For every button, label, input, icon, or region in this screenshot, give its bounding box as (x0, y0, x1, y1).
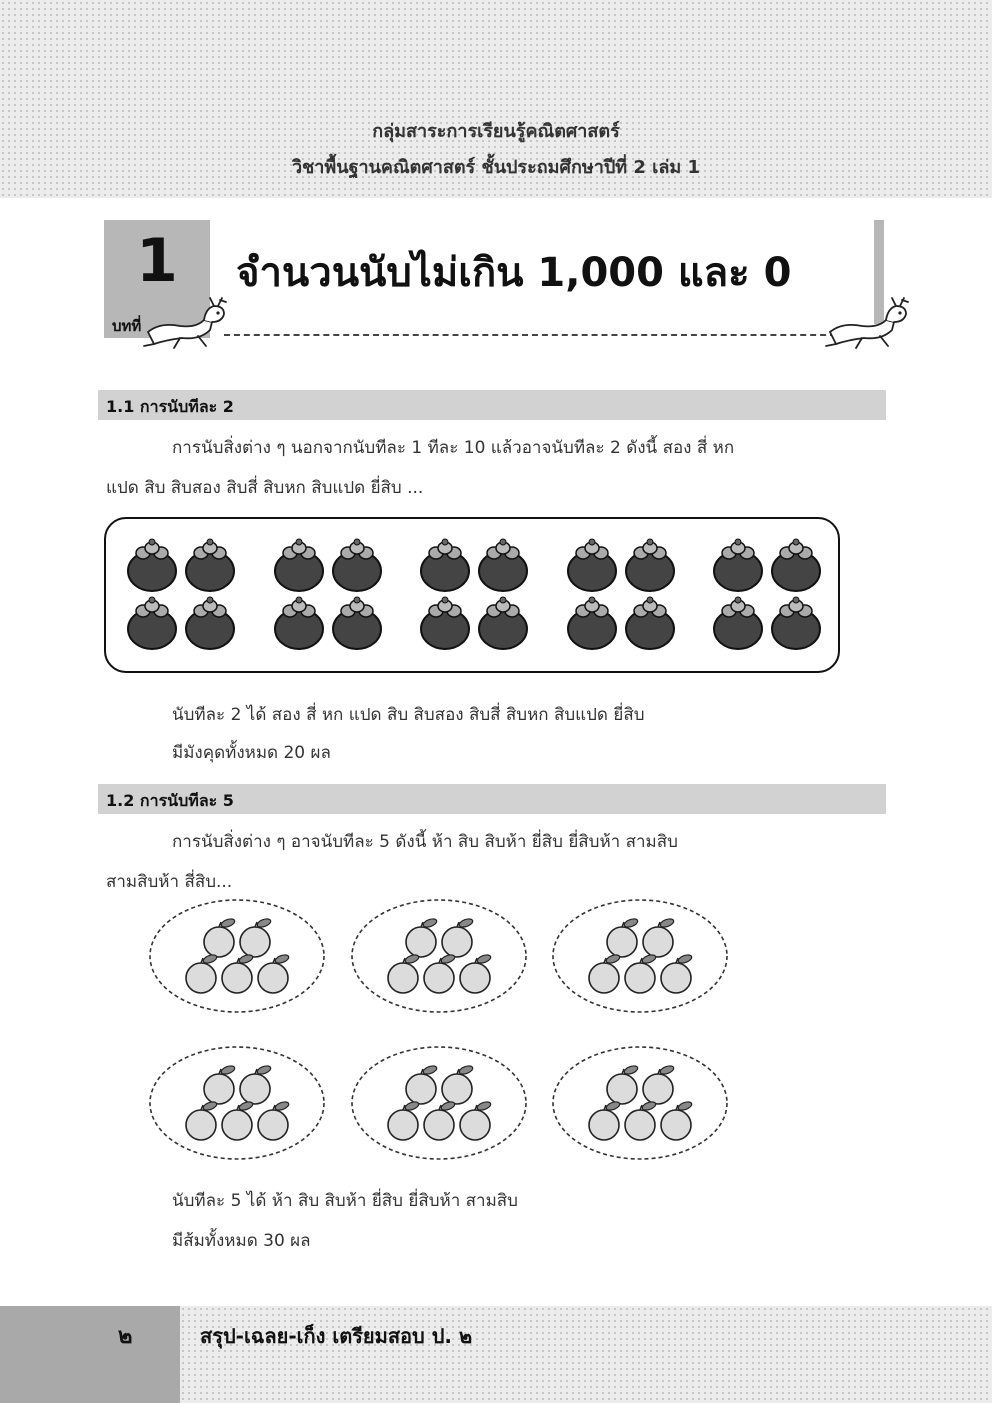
orange-icon (204, 917, 236, 957)
mangosteen-icon (568, 539, 616, 591)
mangosteen-icon (626, 597, 674, 649)
orange-icon (661, 1100, 693, 1140)
mangosteen-group (421, 539, 527, 649)
orange-icon (424, 1100, 456, 1140)
orange-illustration (140, 894, 740, 1164)
section2-result-line2: มีส้มทั้งหมด 30 ผล (172, 1231, 311, 1251)
mangosteen-icon (275, 539, 323, 591)
orange-icon (442, 917, 474, 957)
orange-group (553, 1047, 727, 1159)
section-heading-text: 1.2 การนับทีละ 5 (106, 791, 234, 810)
orange-icon (643, 1064, 675, 1104)
orange-icon (607, 1064, 639, 1104)
orange-icon (258, 1100, 290, 1140)
chapter-word: บทที่ (112, 317, 142, 335)
section-heading-text: 1.1 การนับทีละ 2 (106, 397, 234, 416)
mangosteen-icon (333, 597, 381, 649)
orange-icon (589, 953, 621, 993)
mangosteen-icon (275, 597, 323, 649)
header-subject-line: กลุ่มสาระการเรียนรู้คณิตศาสตร์ (372, 121, 620, 142)
mangosteen-icon (421, 539, 469, 591)
section-heading-1-1 (98, 390, 886, 420)
mangosteen-icon (333, 539, 381, 591)
orange-icon (222, 1100, 254, 1140)
mangosteen-group (275, 539, 381, 649)
section1-result-line2: มีมังคุดทั้งหมด 20 ผล (172, 743, 331, 763)
mangosteen-icon (568, 597, 616, 649)
mangosteen-icon (128, 597, 176, 649)
orange-icon (186, 953, 218, 993)
section1-intro-line1: การนับสิ่งต่าง ๆ นอกจากนับทีละ 1 ทีละ 10 แล้วอาจนับทีละ 2 ดังนี้ สอง สี่ หก (172, 438, 735, 458)
mangosteen-icon (421, 597, 469, 649)
orange-group (150, 900, 324, 1012)
mangosteen-illustration (106, 519, 838, 671)
orange-icon (406, 917, 438, 957)
orange-icon (240, 1064, 272, 1104)
mangosteen-icon (714, 597, 762, 649)
footer-page-tab (0, 1306, 180, 1403)
orange-icon (460, 1100, 492, 1140)
orange-icon (607, 917, 639, 957)
mangosteen-icon (772, 597, 820, 649)
chapter-dashed-rule (224, 334, 836, 336)
section1-intro-line2: แปด สิบ สิบสอง สิบสี่ สิบหก สิบแปด ยี่สิบ ... (106, 478, 424, 498)
mangosteen-icon (186, 539, 234, 591)
mangosteen-icon (714, 539, 762, 591)
mangosteen-icon (772, 539, 820, 591)
chapter-title: จำนวนนับไม่เกิน 1,000 และ 0 (236, 250, 792, 296)
section2-result-line1: นับทีละ 5 ได้ ห้า สิบ สิบห้า ยี่สิบ ยี่สิบห้า สามสิบ (172, 1191, 518, 1211)
section-heading-1-2 (98, 784, 886, 814)
orange-icon (625, 953, 657, 993)
header-course-line: วิชาพื้นฐานคณิตศาสตร์ ชั้นประถมศึกษาปีที่ 2 เล่ม 1 (291, 157, 701, 178)
page-number: ๒ (118, 1324, 133, 1349)
mangosteen-icon (128, 539, 176, 591)
section2-intro-line2: สามสิบห้า สี่สิบ... (106, 872, 233, 892)
mangosteen-group (128, 539, 234, 649)
orange-group (352, 900, 526, 1012)
orange-icon (643, 917, 675, 957)
orange-icon (661, 953, 693, 993)
orange-icon (240, 917, 272, 957)
page-header (0, 0, 992, 198)
mangosteen-icon (626, 539, 674, 591)
orange-icon (406, 1064, 438, 1104)
mangosteen-group (568, 539, 674, 649)
orange-icon (625, 1100, 657, 1140)
orange-icon (589, 1100, 621, 1140)
deer-icon-left (140, 296, 232, 350)
orange-icon (460, 953, 492, 993)
section2-intro-line1: การนับสิ่งต่าง ๆ อาจนับทีละ 5 ดังนี้ ห้า สิบ สิบห้า ยี่สิบ ยี่สิบห้า สามสิบ (172, 832, 678, 852)
orange-icon (258, 953, 290, 993)
orange-group (150, 1047, 324, 1159)
orange-icon (388, 1100, 420, 1140)
orange-icon (424, 953, 456, 993)
footer-book-title: สรุป-เฉลย-เก็ง เตรียมสอบ ป. ๒ (200, 1324, 473, 1348)
deer-icon-right (822, 296, 914, 350)
orange-group (352, 1047, 526, 1159)
mangosteen-icon (186, 597, 234, 649)
mangosteen-illustration-box (104, 517, 840, 673)
mangosteen-icon (479, 597, 527, 649)
orange-icon (186, 1100, 218, 1140)
section1-result-line1: นับทีละ 2 ได้ สอง สี่ หก แปด สิบ สิบสอง สิบสี่ สิบหก สิบแปด ยี่สิบ (172, 705, 645, 725)
orange-icon (222, 953, 254, 993)
chapter-number: 1 (136, 226, 178, 296)
orange-icon (388, 953, 420, 993)
mangosteen-icon (479, 539, 527, 591)
orange-icon (204, 1064, 236, 1104)
orange-icon (442, 1064, 474, 1104)
mangosteen-group (714, 539, 820, 649)
orange-group (553, 900, 727, 1012)
